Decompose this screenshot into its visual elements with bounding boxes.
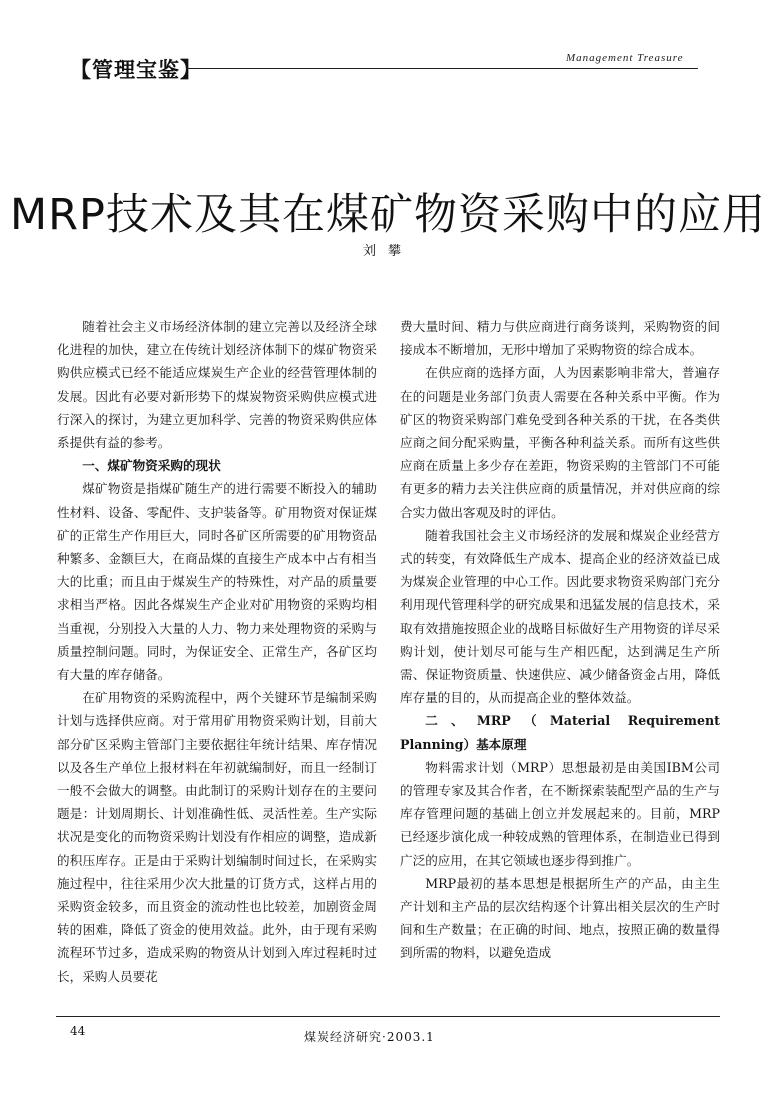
- paragraph: 随着社会主义市场经济体制的建立完善以及经济全球化进程的加快，建立在传统计划经济体制下的煤矿物资采购供应模式已经不能适应煤炭生产企业的经营管理体制的发展。因此有必要对新形势下的煤炭物资采购供应模式进行深入的探讨，为建立更加科学、完善的物资采购供应体系提供有益的参考。: [57, 319, 377, 451]
- section-tag: 【管理宝鉴】: [70, 58, 202, 82]
- paragraph: MRP最初的基本思想是根据所生产的产品，由主生产计划和主产品的层次结构逐个计算出相关层次的生产时间和生产数量；在正确的时间、地点，按照正确的数量得到所需的物料，以避免造成: [400, 875, 720, 961]
- paragraph: 在供应商的选择方面，人为因素影响非常大，普遍存在的问题是业务部门负责人需要在各种关系中平衡。作为矿区的物资采购部门难免受到各种关系的干扰，在各类供应商之间分配采购量，平衡各种利益关系。而所有这些供应商在质量上多少存在差距，物资采购的主管部门不可能有更多的精力去关注供应商的质量情况，并对供应商的综合实力做出客观及时的评估。: [400, 365, 720, 520]
- section-heading: 一、煤矿物资采购的现状: [82, 458, 221, 474]
- left-column: [57, 315, 377, 1015]
- paragraph: 费大量时间、精力与供应商进行商务谈判，采购物资的间接成本不断增加，无形中增加了采购物资的综合成本。: [400, 319, 720, 358]
- footer-rule: [56, 1016, 720, 1017]
- paragraph: 随着我国社会主义市场经济的发展和煤炭企业经营方式的转变，有效降低生产成本、提高企业的经济效益已成为煤炭企业管理的中心工作。因此要求物资采购部门充分利用现代管理科学的研究成果和迅猛发展的信息技术，采取有效措施按照企业的战略目标做好生产用物资的详尽采购计划，使计划尽可能与生产相匹配，达到满足生产所需、保证物资质量、快速供应、减少储备资金占用，降低库存量的目的，从而提高企业的整体效益。: [400, 527, 720, 706]
- article-author: 刘攀: [362, 244, 413, 259]
- journal-info: 煤炭经济研究·2003.1: [304, 1030, 435, 1044]
- page-number: 44: [70, 1024, 86, 1038]
- paragraph: 在矿用物资的采购流程中，两个关键环节是编制采购计划与选择供应商。对于常用矿用物资采购计划，目前大部分矿区采购主管部门主要依据往年统计结果、库存情况以及各生产单位上报材料在年初就编制好，而且一经制订一般不会做大的调整。由此制订的采购计划存在的主要问题是：计划周期长、计划准确性低、灵活性差。生产实际状况是变化的而物资采购计划没有作相应的调整，造成新的积压库存。正是由于采购计划编制时间过长，在采购实施过程中，往往采用少次大批量的订货方式，这样占用的采购资金较多，而且资金的流动性也比较差，加剧资金周转的困难，降低了资金的使用效益。此外，由于现有采购流程环节过多，造成采购的物资从计划到入库过程耗时过长，采购人员要花: [57, 690, 377, 984]
- right-column: [400, 315, 720, 1015]
- paragraph: 煤矿物资是指煤矿随生产的进行需要不断投入的辅助性材料、设备、零配件、支护装备等。矿用物资对保证煤矿的正常生产作用巨大，同时各矿区所需要的矿用物资品种繁多、金额巨大，在商品煤的直接生产成本中占有相当大的比重；而且由于煤炭生产的特殊性，对产品的质量要求相当严格。因此各煤炭生产企业对矿用物资的采购均相当重视，分别投入大量的人力、物力来处理物资的采购与质量控制问题。同时，为保证安全、正常生产，各矿区均有大量的库存储备。: [57, 481, 377, 683]
- section-name-english: Management Treasure: [566, 52, 684, 64]
- header-rule: [186, 68, 698, 69]
- article-title: MRP技术及其在煤矿物资采购中的应用: [10, 189, 766, 240]
- section-heading: 二、MRP（Material Requirement Planning）基本原理: [400, 713, 720, 752]
- paragraph: 物料需求计划（MRP）思想最初是由美国IBM公司的管理专家及其合作者，在不断探索装配型产品的生产与库存管理问题的基础上创立并发展起来的。目前，MRP已经逐步演化成一种较成熟的管理体系，在制造业已得到广泛的应用，在其它领域也逐步得到推广。: [400, 759, 720, 868]
